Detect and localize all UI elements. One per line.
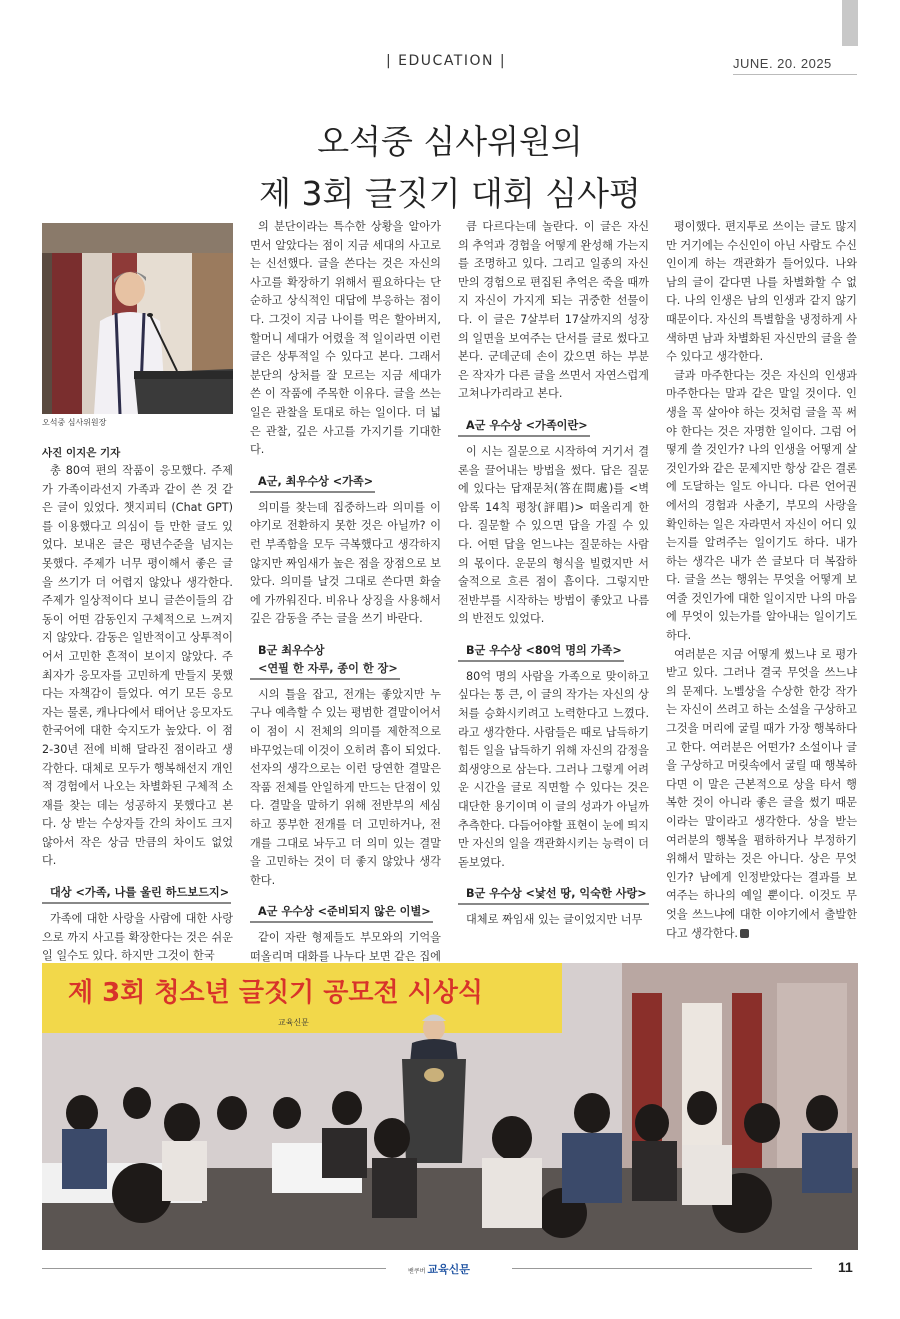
paragraph: 큼 다르다는데 놀란다. 이 글은 자신의 추억과 경험을 어떻게 완성해 가는지를 조명하고 있다. 그리고 일종의 자신만의 경험으로 편집된 추억은 죽을 때까지 자신이 가지게 되는 귀중한 선물이다. 이 글은 7살부터 17살까지의 성장의 일면을 보여주는 단서를 글로 썼다고 본다. 군데군데 손이 갔으면 하는 부분은 작자가 다른 글을 쓰면서 자연스럽게 고쳐나가리라고 본다.: [458, 220, 649, 401]
footer-rule-left: [42, 1268, 386, 1269]
article-title-line2: 제 3회 글짓기 대회 심사평: [259, 174, 641, 214]
ceremony-photo: [42, 963, 858, 1250]
award-heading: A군, 최우수상 <가족>: [250, 474, 375, 493]
page-number: 11: [838, 1259, 853, 1275]
footer-rule-right: [512, 1268, 812, 1269]
section-label: | EDUCATION |: [386, 53, 507, 69]
award-heading: A군 우수상 <준비되지 않은 이별>: [250, 904, 433, 923]
corner-tab: [842, 0, 858, 46]
paragraph: 이 시는 질문으로 시작하여 거기서 결론을 끌어내는 방법을 썼다. 답은 질문에 있다는 답재문처(答在問處)를 <벽암록 14칙 평창(評唱)> 떠올리게 한다. 질문할 수 있으면 답을 가질 수 있다. 어떤 답을 얻느냐는 질문하는 사람의 몫이다. 운문의 형식을 빌렸지만 서술적으로 흐른 점이 흠이다. 그렇지만 전반부를 시작하는 방법이 좋았고 나름의 반전도 있었다.: [458, 444, 649, 626]
award-heading: B군 우수상 <낯선 땅, 익숙한 사랑>: [458, 886, 649, 905]
paragraph: 평이했다. 편지투로 쓰이는 글도 많지만 거기에는 수신인이 아닌 사람도 수신인이게 하는 객관화가 들어있다. 나와 남의 글이 같다면 나를 차별화할 수 없다. 나의 인생은 남의 인생과 같지 않기 때문이다. 자신의 특별함을 냉정하게 사색하면 남과 차별화된 자신만의 글을 쓸 수 있다고 생각한다.: [666, 220, 857, 364]
logo-main: 교육신문: [427, 1263, 470, 1276]
judge-photo: [42, 223, 233, 414]
paragraph: 의미를 찾는데 집중하느라 의미를 이야기로 전환하지 못한 것은 아닐까? 이런 부족함을 모두 극복했다고 생각하지 않지만 짜임새가 높은 점을 장점으로 보았다. 의미를 날것 그대로 쓴다면 화술에 가까워진다. 비유나 상징을 사용해서 깊은 감동을 주는 글을 쓰기 바란다.: [250, 500, 441, 626]
newspaper-logo: [408, 1261, 470, 1277]
logo-prefix: 밴쿠버: [408, 1268, 426, 1275]
byline: 사진 이지은 기자: [42, 447, 121, 459]
text-column-2: [250, 218, 441, 985]
paragraph: 의 분단이라는 특수한 상황을 알아가면서 알았다는 점이 지금 세대의 사고로는 신선했다. 글을 쓴다는 것은 자신의 사고를 확장하기 위해서 필요하다는 단순하고 상식적인 대답에 부응하는 점이다. 그것이 지금 나이를 먹은 할아버지, 할머니 세대가 어렸을 적 일이라면 이런 글은 상투적일 수 있다고 본다. 그래서 분단의 상처를 잘 모르는 지금 세대가 쓴 이 작품에 주목한 이유다. 글을 쓰는 일은 관찰을 토대로 하는 일이다. 더 넓은 관찰, 깊은 사고를 가지기를 기대한다.: [250, 220, 441, 457]
award-heading: B군 우수상 <80억 명의 가족>: [458, 643, 624, 662]
end-mark-icon: [740, 929, 749, 938]
award-heading-sub: <연필 한 자루, 종이 한 장>: [250, 661, 400, 680]
paragraph: 가족에 대한 사랑을 사람에 대한 사랑으로 까지 사고를 확장한다는 것은 쉬운 일 일수도 있다. 하지만 그것이 한국: [42, 912, 233, 963]
closing-paragraph-text: 여러분은 지금 어떻게 썼느냐 로 평가받고 있다. 그러나 결국 무엇을 쓰느냐의 문제다. 노벨상을 수상한 한강 작가는 자신이 쓰려고 하는 소설을 구상하고 그것을 머리에 굴릴 때가 가장 행복하다고 한다. 여러분은 어떤가? 소설이나 글을 구상하고 머릿속에서 굴릴 때 행복하다면 이 말은 근본적으로 상을 타서 행복한 것이 아니라 좋은 글을 썼기 때문이라는 말이라고 생각한다. 상을 받는 여러분의 행복을 폄하하거나 부정하기 위해서 말하는 것은 아니다. 상은 무엇인가? 남에게 인정받았다는 결과를 보여주는 하나의 예일 뿐이다. 이것도 무엇을 쓰느냐에 대한 이야기에서 출발한다고 생각한다.: [666, 647, 857, 940]
text-column-4: [666, 218, 857, 943]
paragraph: 총 80여 편의 작품이 응모했다. 주제가 가족이라선지 가족과 같이 쓴 것 같은 글이 있었다. 챗지피티 (Chat GPT)를 이용했다고 의심이 들 만한 글도 있었다. 보내온 글은 평년수준을 넘지는 못했다. 주제가 너무 평이해서 좋은 글을 쓰기가 더 어렵지 않았나 생각한다. 주제가 일상적이다 보니 글쓴이들의 감동이 어떤 감동인지 구체적으로 느껴지지 않았다. 감동은 일반적이고 상투적이어서 고민한 흔적이 보이지 않았다. 주최자가 응모자를 고민하게 만들지 못했다는 자책감이 들었다. 여기 모든 응모자는 물론, 캐나다에서 태어난 응모자도 한국어에 대한 숙지도가 높았다. 이 점 2-30년 전에 비해 달라진 점이라고 생각한다. 대체로 모두가 행복해선지 개인적 경험에서 나오는 차별화된 구체적 소재를 찾는 데는 성공하지 못했다고 본다. 상 받는 수상자들 간의 차이도 크지 않아서 작은 상금 만큼의 차이도 없었다.: [42, 464, 233, 868]
paragraph: 같이 자란 형제들도 부모와의 기억을 떠올리며 대화를 나누다 보면 같은 집에: [250, 931, 441, 963]
photo-caption: 오석중 심사위원장: [42, 418, 107, 427]
paragraph: 80억 명의 사람을 가족으로 맞이하고 싶다는 통 큰, 이 글의 작가는 자신의 상처를 승화시키려고 노력한다고 느꼈다. 라고 생각한다. 사람들은 때로 납득하기 힘든 일을 납득하기 위해 자신의 감정을 희생양으로 삼는다. 그러나 그렇게 어려운 시간을 글로 직면할 수 있다는 것은 대단한 용기이며 이 글의 성과가 아닐까 추측한다. 다듬어야할 표현이 눈에 띄지만 자신의 일을 객관화시키는 능력이 더 돋보였다.: [458, 669, 649, 869]
award-heading: 대상 <가족, 나를 울린 하드보드지>: [42, 885, 231, 904]
paragraph: 시의 틀을 잡고, 전개는 좋았지만 누구나 예측할 수 있는 평범한 결말이어서 이 점이 시 전체의 의미를 제한적으로 바꾸었는데 이것이 오히려 흠이 되었다. 선자의 생각으로는 이런 당연한 결말은 작품 전체를 안일하게 만드는 단점이 있다. 결말을 말하기 위해 전반부의 세심하고 풍부한 전개를 더 고민하거나, 전개를 그대로 놔두고 더 의미 있는 결말을 고민하는 것이 더 좋지 않았나 생각한다.: [250, 687, 441, 887]
issue-date: JUNE. 20. 2025: [733, 56, 832, 71]
paragraph: [666, 646, 857, 944]
date-underline: [733, 74, 857, 75]
article-title-line1: 오석중 심사위원의: [317, 122, 583, 162]
award-heading: B군 최우수상: [258, 643, 325, 657]
banner-sponsor: 교육신문: [278, 1018, 309, 1027]
paragraph: 글과 마주한다는 것은 자신의 인생과 마주한다는 말과 같은 말일 것이다. 인생을 꼭 살아야 하는 것처럼 글을 꼭 써야 한다는 것은 자명한 일이다. 그럼 어떻게 쓸 것인가? 나의 인생을 어떻게 살 것인가와 같은 문제지만 항상 같은 결론에 도달하는 일도 아니다. 다른 언어권에서의 경험과 사춘기, 부모의 사랑을 확인하는 일은 자라면서 자신이 어디 있는지를 알려주는 일이기도 하다. 내가 하는 생각은 내가 쓴 글보다 더 복잡하다. 글을 쓰는 행위는 무엇을 어떻게 보여줄 것인가에 대한 일이지만 나의 마음에 무엇이 있는가를 알아내는 일이기도 하다.: [666, 368, 857, 643]
paragraph: 대체로 짜임새 있는 글이었지만 너무: [466, 913, 643, 927]
award-heading: A군 우수상 <가족이란>: [458, 418, 590, 437]
text-column-1: [42, 462, 233, 966]
text-column-3: [458, 218, 649, 930]
banner-text: 제 3회 청소년 글짓기 공모전 시상식: [68, 978, 483, 1008]
